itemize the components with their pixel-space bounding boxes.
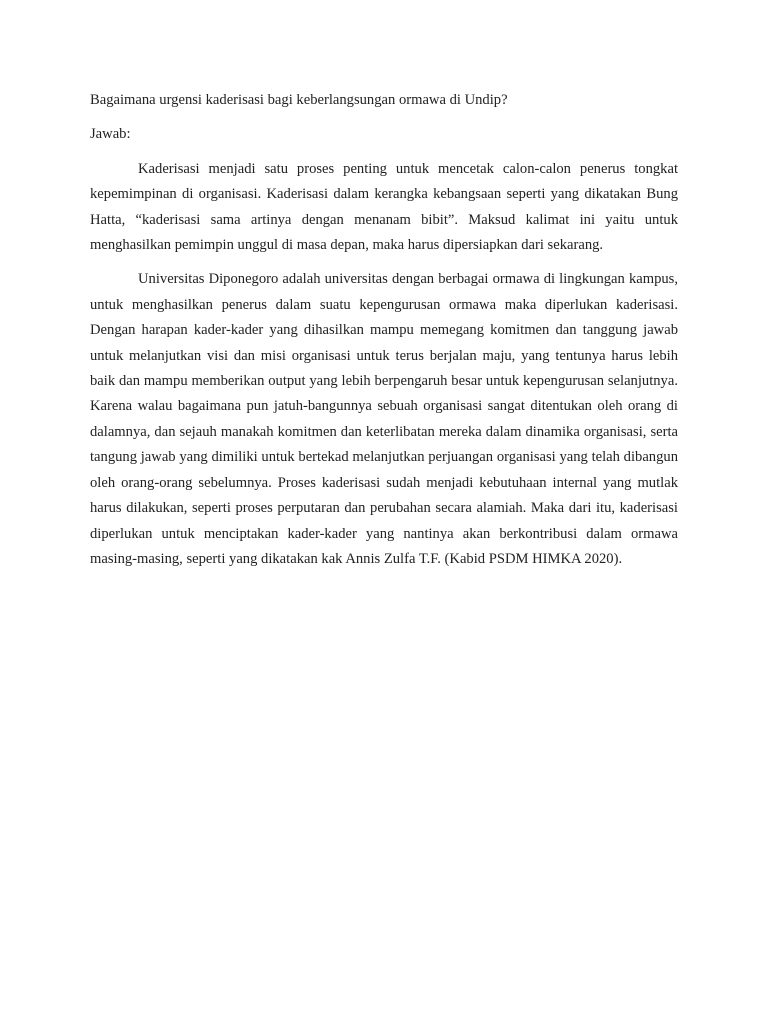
answer-paragraph-2: Universitas Diponegoro adalah universitas dengan berbagai ormawa di lingkungan kampus, untuk menghasilkan penerus dalam suatu kepengurusan ormawa maka diperlukan kaderisasi. Dengan harapan kader-kader yang dihasilkan mampu memegang komitmen dan tanggung jawab untuk melanjutkan visi dan misi organisasi untuk terus berjalan maju, yang tentunya harus lebih baik dan mampu memberikan output yang lebih berpengaruh besar untuk kepengurusan selanjutnya. Karena walau bagaimana pun jatuh-bangunnya sebuah organisasi sangat ditentukan oleh orang di dalamnya, dan sejauh manakah komitmen dan keterlibatan mereka dalam dinamika organisasi, serta tangung jawab yang dimiliki untuk bertekad melanjutkan perjuangan organisasi yang telah dibangun oleh orang-orang sebelumnya. Proses kaderisasi sudah menjadi kebutuhaan internal yang mutlak harus dilakukan, seperti proses perputaran dan perubahan secara alamiah. Maka dari itu, kaderisasi diperlukan untuk menciptakan kader-kader yang nantinya akan berkontribusi dalam ormawa masing-masing, seperti yang dikatakan kak Annis Zulfa T.F. (Kabid PSDM HIMKA 2020). [90, 271, 678, 567]
question-text: Bagaimana urgensi kaderisasi bagi keberlangsungan ormawa di Undip? [90, 92, 508, 108]
document-page [90, 88, 678, 581]
answer-paragraph-1: Kaderisasi menjadi satu proses penting untuk mencetak calon-calon penerus tongkat kepemimpinan di organisasi. Kaderisasi dalam kerangka kebangsaan seperti yang dikatakan Bung Hatta, “kaderisasi sama artinya dengan menanam bibit”. Maksud kalimat ini yaitu untuk menghasilkan pemimpin unggul di masa depan, maka harus dipersiapkan dari sekarang. [90, 160, 678, 254]
answer-label: Jawab: [90, 126, 131, 143]
